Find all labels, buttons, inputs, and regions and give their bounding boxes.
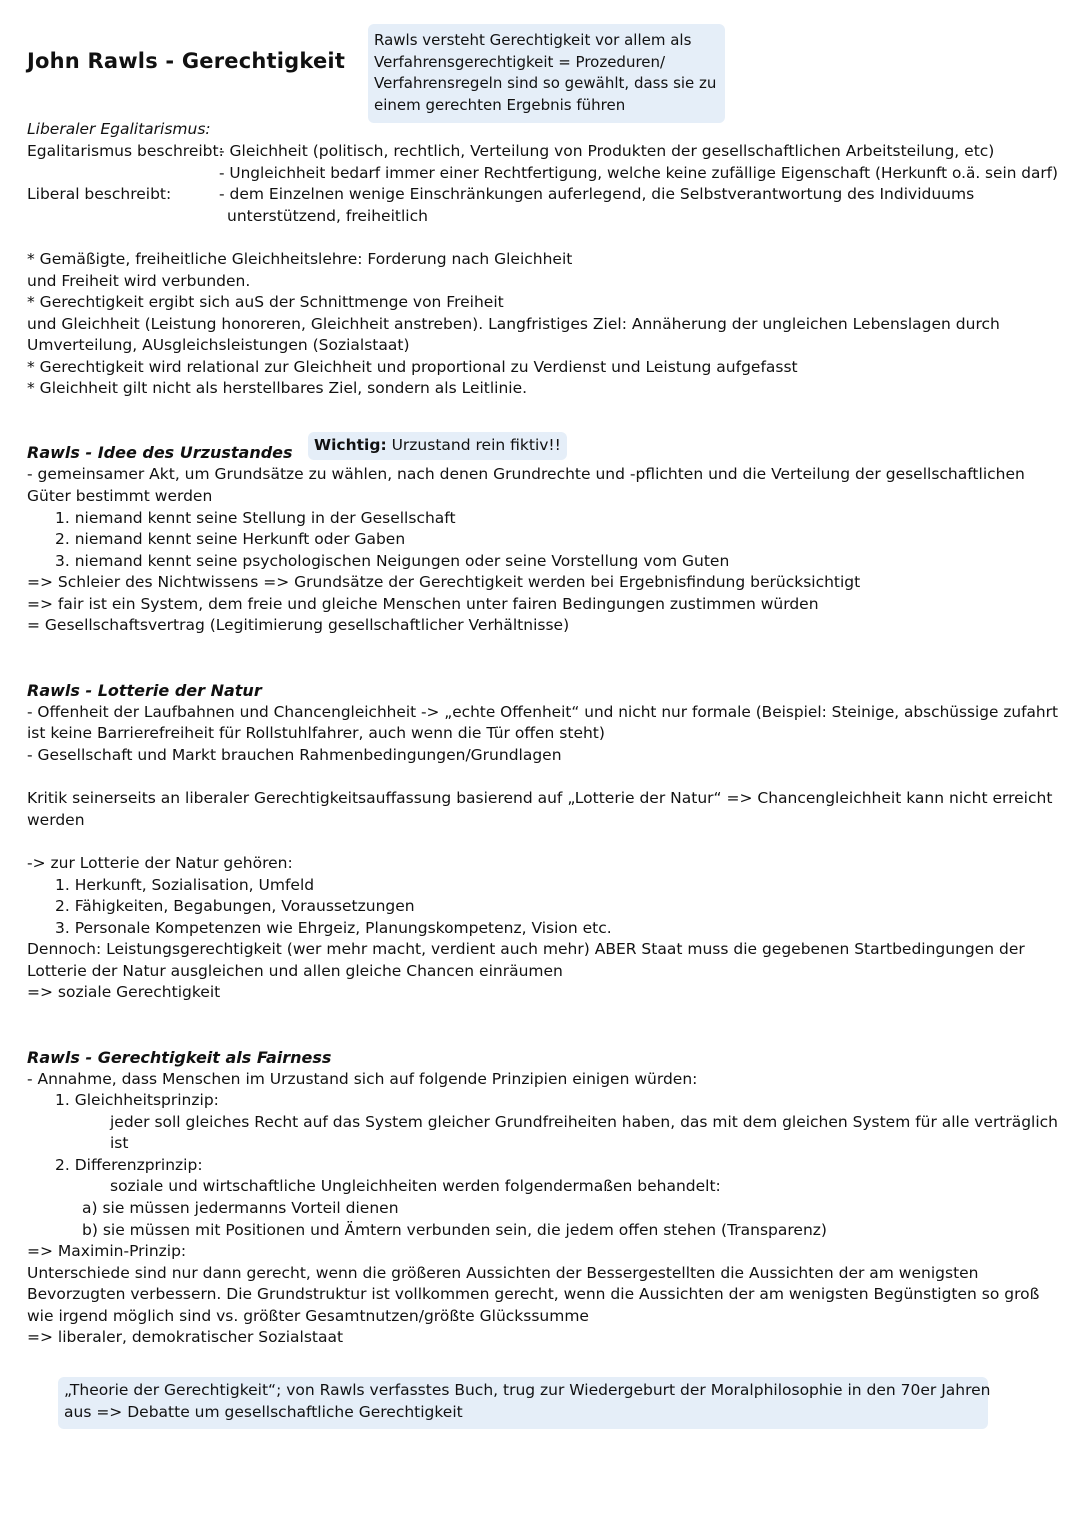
list-item: 2. Fähigkeiten, Begabungen, Voraussetzungen (55, 897, 415, 915)
note-line: * Gerechtigkeit wird relational zur Gleichheit und proportional zu Verdienst und Leistung aufgefasst (27, 358, 798, 376)
list-item: 3. Personale Kompetenzen wie Ehrgeiz, Planungskompetenz, Vision etc. (55, 919, 612, 937)
list-item: 1. niemand kennt seine Stellung in der Gesellschaft (55, 509, 456, 527)
text-line: => Maximin-Prinzip: (27, 1242, 187, 1260)
note-line: und Freiheit wird verbunden. (27, 272, 251, 290)
definition-line: - Ungleichheit bedarf immer einer Rechtfertigung, welche keine zufällige Eigenschaft (Herkunft o.ä. sein darf) (219, 164, 1059, 182)
liberal-label: Liberal beschreibt: (27, 185, 172, 203)
book-highlight-box (58, 1377, 991, 1429)
text-line: Güter bestimmt werden (27, 487, 213, 505)
text-line: - Offenheit der Laufbahnen und Chancengleichheit -> „echte Offenheit“ und nicht nur formale (Beispiel: Steinige, abschüssige zufahrt (27, 703, 1058, 721)
section-heading-fairness: Rawls - Gerechtigkeit als Fairness (27, 1048, 332, 1067)
text-line: Bevorzugten verbessern. Die Grundstruktur ist vollkommen gerecht, wenn die Aussichten der am wenigsten Begünstigten so groß (27, 1285, 1040, 1303)
note-line: * Gemäßigte, freiheitliche Gleichheitslehre: Forderung nach Gleichheit (27, 250, 573, 268)
text-line: => liberaler, demokratischer Sozialstaat (27, 1328, 344, 1346)
list-item: 3. niemand kennt seine psychologischen Neigungen oder seine Vorstellung vom Guten (55, 552, 730, 570)
list-item: b) sie müssen mit Positionen und Ämtern verbunden sein, die jedem offen stehen (Transparenz) (82, 1221, 827, 1239)
text-line: Lotterie der Natur ausgleichen und allen gleiche Chancen einräumen (27, 962, 563, 980)
egalitarismus-label: Egalitarismus beschreibt: (27, 142, 224, 160)
text-line: - Gesellschaft und Markt brauchen Rahmenbedingungen/Grundlagen (27, 746, 562, 764)
text-line: jeder soll gleiches Recht auf das System gleicher Grundfreiheiten haben, das mit dem gleichen System für alle verträglich (110, 1113, 1058, 1131)
text-line: - Annahme, dass Menschen im Urzustand sich auf folgende Prinzipien einigen würden: (27, 1070, 698, 1088)
note-line: * Gerechtigkeit ergibt sich auS der Schnittmenge von Freiheit (27, 293, 504, 311)
text-line: => Schleier des Nichtwissens => Grundsätze der Gerechtigkeit werden bei Ergebnisfindung berücksichtigt (27, 573, 861, 591)
page-title: John Rawls - Gerechtigkeit (27, 49, 346, 73)
text-line: ist (110, 1134, 129, 1152)
text-line: => fair ist ein System, dem freie und gleiche Menschen unter fairen Bedingungen zustimmen würden (27, 595, 819, 613)
text-line: Unterschiede sind nur dann gerecht, wenn die größeren Aussichten der Bessergestellten die Aussichten der am wenigsten (27, 1264, 979, 1282)
list-item: 1. Herkunft, Sozialisation, Umfeld (55, 876, 315, 894)
list-item: 1. Gleichheitsprinzip: (55, 1091, 219, 1109)
intro-line: Verfahrensregeln sind so gewählt, dass sie zu (374, 74, 717, 92)
text-line: = Gesellschaftsvertrag (Legitimierung gesellschaftlicher Verhältnisse) (27, 616, 570, 634)
text-line: -> zur Lotterie der Natur gehören: (27, 854, 293, 872)
text-line: - gemeinsamer Akt, um Grundsätze zu wählen, nach denen Grundrechte und -pflichten und die Verteilung der gesellschaftlichen (27, 465, 1025, 483)
book-line: „Theorie der Gerechtigkeit“; von Rawls verfasstes Buch, trug zur Wiedergeburt der Moralphilosophie in den 70er Jahren (64, 1381, 991, 1399)
definition-line: - Gleichheit (politisch, rechtlich, Verteilung von Produkten der gesellschaftlichen Arbeitsteilung, etc) (219, 142, 995, 160)
text-line: werden (27, 811, 85, 829)
important-note-label: Wichtig: (314, 436, 387, 454)
section-heading-lotterie: Rawls - Lotterie der Natur (27, 681, 262, 700)
intro-line: einem gerechten Ergebnis führen (374, 95, 626, 114)
section-heading-urzustand: Rawls - Idee des Urzustandes (27, 443, 293, 462)
important-note-box (308, 432, 567, 460)
note-line: * Gleichheit gilt nicht als herstellbares Ziel, sondern als Leitlinie. (27, 379, 528, 397)
text-line: Kritik seinerseits an liberaler Gerechtigkeitsauffassung basierend auf „Lotterie der Natur“ => Chancengleichheit kann nicht erreicht (27, 789, 1053, 807)
definition-line: - dem Einzelnen wenige Einschränkungen auferlegend, die Selbstverantwortung des Individuums (219, 185, 975, 203)
text-line: wie irgend möglich sind vs. größter Gesamtnutzen/größte Glückssumme (27, 1307, 589, 1325)
list-item: 2. Differenzprinzip: (55, 1156, 203, 1174)
definition-line: unterstützend, freiheitlich (227, 207, 428, 225)
text-line: Dennoch: Leistungsgerechtigkeit (wer mehr macht, verdient auch mehr) ABER Staat muss die gegebenen Startbedingungen der (27, 940, 1025, 958)
note-line: Umverteilung, AUsgleichsleistungen (Sozialstaat) (27, 336, 410, 354)
text-line: ist keine Barrierefreiheit für Rollstuhlfahrer, auch wenn die Tür offen steht) (27, 724, 605, 742)
text-line: soziale und wirtschaftliche Ungleichheiten werden folgendermaßen behandelt: (110, 1177, 721, 1195)
intro-line: Verfahrensgerechtigkeit = Prozeduren/ (374, 52, 666, 71)
list-item: 2. niemand kennt seine Herkunft oder Gaben (55, 530, 406, 548)
section-heading-liberaler-egalitarismus: Liberaler Egalitarismus: (27, 120, 211, 138)
intro-highlight-box (368, 24, 725, 123)
text-line: => soziale Gerechtigkeit (27, 983, 221, 1001)
book-line: aus => Debatte um gesellschaftliche Gerechtigkeit (64, 1402, 463, 1421)
intro-line: Rawls versteht Gerechtigkeit vor allem als (374, 31, 692, 49)
list-item: a) sie müssen jedermanns Vorteil dienen (82, 1199, 399, 1217)
note-line: und Gleichheit (Leistung honoreren, Gleichheit anstreben). Langfristiges Ziel: Annäherung der ungleichen Lebenslagen durch (27, 315, 1000, 333)
important-note-text: Urzustand rein fiktiv!! (386, 436, 561, 454)
